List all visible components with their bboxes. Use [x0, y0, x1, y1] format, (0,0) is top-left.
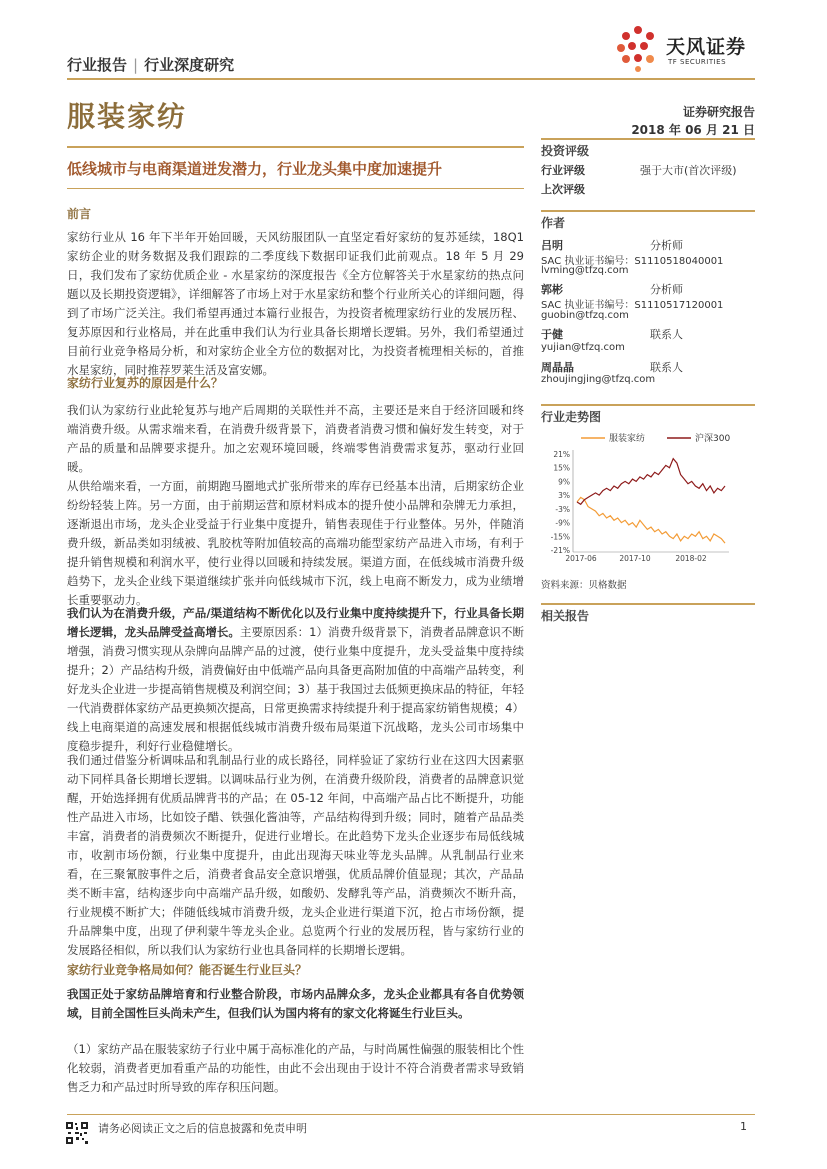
industry-rating-label: 行业评级: [541, 164, 585, 177]
author-role: 分析师: [650, 283, 683, 296]
legend-label: 服装家纺: [609, 434, 646, 444]
author-email[interactable]: zhoujingjing@tfzq.com: [541, 374, 656, 385]
q1-paragraph-2: [67, 477, 524, 610]
author-role: 分析师: [650, 239, 683, 252]
series-line: [577, 497, 725, 543]
brand-name-en: TF SECURITIES: [668, 58, 727, 66]
author-name: 周晶晶: [541, 361, 574, 374]
header-divider: [67, 78, 755, 80]
authors-heading: 作者: [541, 216, 566, 230]
report-type: 证券研究报告: [682, 105, 755, 119]
rating-rule: [541, 138, 755, 140]
preface-text: 家纺行业从 16 年下半年开始回暖，天风纺服团队一直坚定看好家纺的复苏延续，18Q1 家纺企业的财务数据及我们跟踪的二季度线下数据印证我们此前观点。18 年 5 月 29 日，我们发布了家纺优质企业 - 水星家纺的深度报告《全方位解答关于水星家纺的热点问题以及长期投资逻辑》，详细解答了市场上对于水星家纺和整个行业所关心的详细问题，得到了市场广泛关注。我们希望再通过本篇行业报告，为投资者梳理家纺行业的发展历程、复苏原因和行业格局，并在此重申我们认为行业具备长期增长逻辑。另外，我们希望通过目前行业竞争格局分析，和对家纺企业全方位的数据对比，为投资者梳理相关标的，首推水星家纺，同时推荐罗莱生活及富安娜。: [67, 230, 524, 377]
report-date: 2018 年 06 月 21 日: [631, 123, 755, 137]
author-cert: SAC 执业证书编号：S1110517120001: [541, 300, 724, 311]
brand-name-cn: 天风证券: [666, 36, 747, 58]
industry-rating-value: 强于大市(首次评级): [640, 164, 737, 177]
logo-mark-icon: [612, 22, 664, 74]
y-tick-label: 9%: [558, 477, 570, 487]
q2-bold-text: 我国正处于家纺品牌培育和行业整合阶段，市场内品牌众多，龙头企业都具有各自优势领域，目前全国性巨头尚未产生，但我们认为国内将有的家文化将诞生行业巨头。: [67, 987, 524, 1020]
q2-paragraph-1: [67, 985, 524, 1023]
q1-bold-lead: 我们认为在消费升级，产品/渠道结构不断优化以及行业集中度持续提升下，行业具备长期增长逻辑，龙头品牌受益高增长。: [67, 606, 524, 639]
q2-paragraph-2: [67, 1040, 524, 1097]
report-category-label: 行业报告: [67, 56, 128, 74]
author-role: 联系人: [650, 328, 683, 341]
author-name: 郭彬: [541, 283, 563, 296]
preface-paragraph: [67, 228, 524, 380]
footer-divider: [67, 1114, 755, 1115]
author-name: 吕明: [541, 239, 563, 252]
qr-code-icon: [66, 1122, 88, 1144]
footer-disclaimer[interactable]: 请务必阅读正文之后的信息披露和免责申明: [98, 1122, 307, 1135]
author-email[interactable]: yujian@tfzq.com: [541, 342, 625, 353]
title-rule-bottom: [67, 188, 524, 189]
author-email[interactable]: lvming@tfzq.com: [541, 265, 629, 276]
q1-text-1: 我们认为家纺行业此轮复苏与地产后周期的关联性并不高，主要还是来自于经济回暖和终端消费升级。从需求端来看，在消费升级背景下，消费者消费习惯和偏好发生转变，对于产品的质量和品牌要求提升。加之宏观环境回暖，终端零售消费需求复苏，驱动行业回暖。: [67, 403, 524, 474]
x-tick-label: 2018-02: [675, 554, 707, 563]
authors-rule: [541, 210, 755, 212]
q1-heading: 家纺行业复苏的原因是什么？: [67, 376, 224, 390]
q1-text-3: 主要原因系：1）消费升级背景下，消费者品牌意识不断增强，消费习惯实现从杂牌向品牌产品的过渡，使行业集中度提升，龙头受益集中度持续提升；2）产品结构升级，消费偏好由中低端产品向具备更高附加值的中高端产品转变，利好龙头企业进一步提高销售规模及利润空间；3）基于我国过去低频更换床品的特征，年轻一代消费群体家纺产品更换频次提高，日常更换需求持续提升利于提高家纺销售规模；4）线上电商渠道的高速发展和根据低线城市消费升级布局渠道下沉战略，龙头公司市场集中度稳步提升，利好行业稳健增长。: [67, 625, 524, 753]
page-number: 1: [740, 1120, 747, 1133]
q1-text-2: 从供给端来看，一方面，前期跑马圈地式扩张所带来的库存已经基本出清，后期家纺企业纷纷轻装上阵。另一方面，由于前期运营和原材料成本的提升使小品牌和杂牌无力承担，逐渐退出市场，龙头企业受益于行业集中度提升，销售表现佳于行业整体。另外，伴随消费升级，新品类如羽绒被、乳胶枕等附加值较高的高端功能型家纺产品进入市场，有利于提升销售规模和利润水平，使行业得以回暖和持续发展。渠道方面，在低线城市消费升级趋势下，龙头企业线下渠道继续扩张并向低线城市下沉，线上电商不断发力，成为业绩增长重要驱动力。: [67, 479, 524, 607]
trend-rule: [541, 404, 755, 406]
x-tick-label: 2017-06: [565, 554, 597, 563]
y-tick-label: -21%: [550, 546, 570, 555]
y-tick-label: -15%: [550, 532, 570, 542]
y-tick-label: -3%: [555, 504, 570, 514]
sector-title: 服装家纺: [67, 100, 188, 133]
related-rule: [541, 603, 755, 605]
preface-heading: 前言: [67, 207, 92, 221]
y-tick-label: 21%: [553, 450, 570, 459]
q1-paragraph-3: [67, 604, 524, 756]
x-tick-label: 2017-10: [619, 554, 651, 563]
title-rule-top: [67, 146, 524, 148]
author-cert: SAC 执业证书编号：S1110518040001: [541, 256, 724, 267]
q2-heading: 家纺行业竞争格局如何？能否诞生行业巨头？: [67, 963, 308, 977]
author-name: 于健: [541, 328, 563, 341]
last-rating-label: 上次评级: [541, 183, 585, 196]
q2-text-2: （1）家纺产品在服装家纺子行业中属于高标准化的产品，与时尚属性偏强的服装相比个性化较弱，消费者更加看重产品的功能性，由此不会出现由于设计不符合消费者需求导致销售乏力和产品过时所导致的库存积压问题。: [67, 1042, 524, 1094]
y-tick-label: -9%: [555, 518, 570, 528]
q1-paragraph-4: [67, 751, 524, 960]
y-tick-label: 15%: [553, 463, 570, 473]
y-tick-label: 3%: [558, 491, 570, 501]
chart-source: 资料来源：贝格数据: [541, 580, 627, 591]
q1-paragraph-1: [67, 401, 524, 477]
report-main-title: 低线城市与电商渠道迸发潜力，行业龙头集中度加速提升: [67, 160, 443, 178]
author-role: 联系人: [650, 361, 683, 374]
author-email[interactable]: guobin@tfzq.com: [541, 310, 629, 321]
legend-label: 沪深300: [695, 434, 731, 444]
report-category: [67, 54, 234, 75]
related-heading: 相关报告: [541, 609, 590, 623]
industry-trend-chart: [541, 428, 755, 576]
category-separator: |: [133, 56, 139, 74]
series-line: [577, 459, 725, 505]
rating-heading: 投资评级: [541, 144, 590, 158]
report-subcategory-label: 行业深度研究: [144, 56, 235, 74]
brand-logo: [612, 22, 772, 74]
trend-heading: 行业走势图: [541, 410, 602, 424]
q1-text-4: 我们通过借鉴分析调味品和乳制品行业的成长路径，同样验证了家纺行业在这四大因素驱动下同样具备长期增长逻辑。以调味品行业为例，在消费升级阶段，消费者的品牌意识觉醒，开始选择拥有优质品牌背书的产品；在 05-12 年间，中高端产品占比不断提升，功能性产品进入市场，比如饺子醋、铁强化酱油等，产品结构得到升级；同时，随着产品品类丰富，消费者的消费频次不断提升，促进行业增长。在此趋势下龙头企业逐步布局低线城市，收割市场份额，行业集中度提升，由此出现海天味业等龙头品牌。从乳制品行业来看，在三聚氰胺事件之后，消费者食品安全意识增强，优质品牌价值显现；其次，产品品类不断丰富，结构逐步向中高端产品升级，如酸奶、发酵乳等产品，消费频次不断升高，行业规模不断扩大；伴随低线城市消费升级，龙头企业进行渠道下沉，抢占市场份额，提升品牌集中度，出现了伊利蒙牛等龙头企业。总览两个行业的发展历程，皆与家纺行业的发展路径相似，所以我们认为家纺行业也具备同样的长期增长逻辑。: [67, 753, 524, 957]
